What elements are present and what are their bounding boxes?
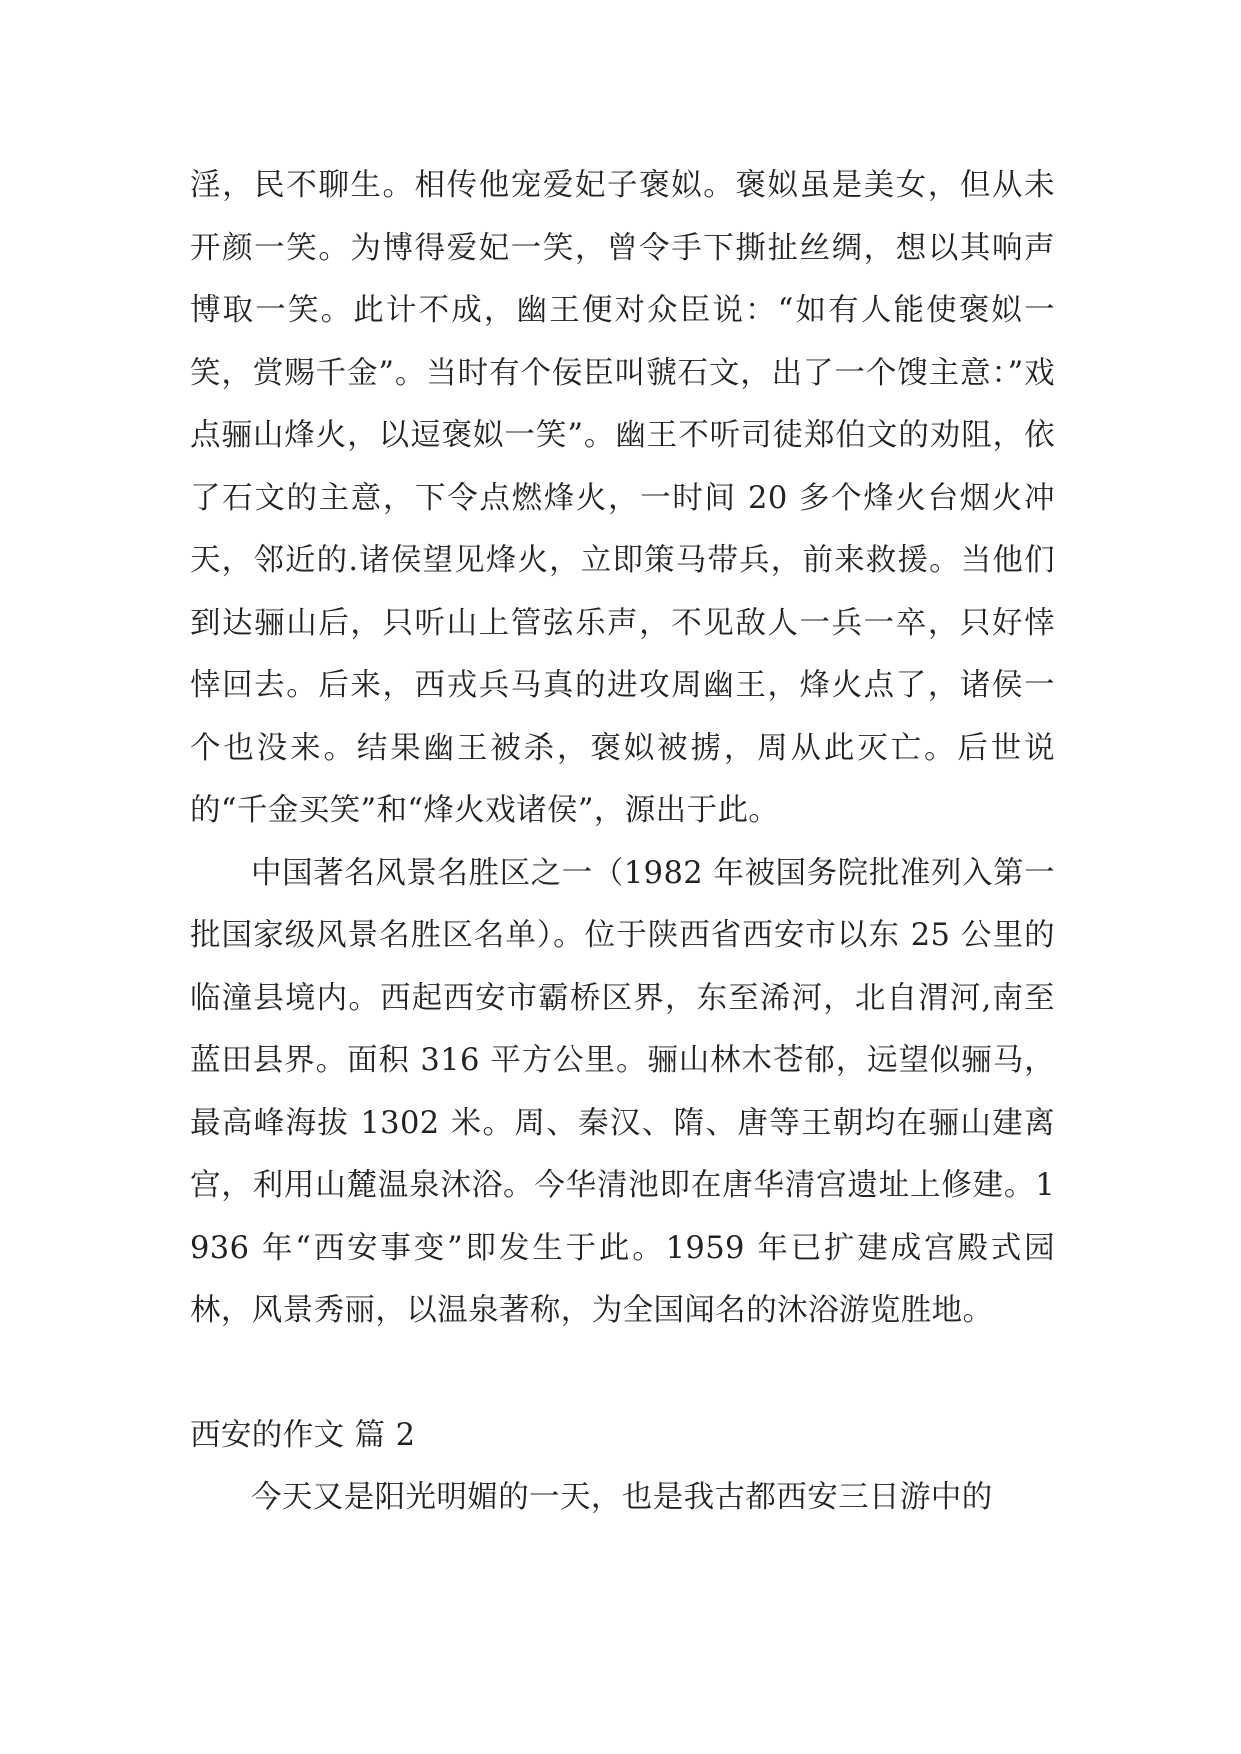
section-heading: 西安的作文 篇 2 bbox=[190, 1417, 416, 1453]
document-page bbox=[190, 155, 1055, 1530]
paragraph-story: 淫，民不聊生。相传他宠爱妃子褒姒。褒姒虽是美女，但从未开颜一笑。为博得爱妃一笑，曾令手下撕扯丝绸，想以其响声博取一笑。此计不成，幽王便对众臣说：“如有人能使褒姒一笑，赏赐千金”。当时有个佞臣叫虢石文，出了一个馊主意：”戏点骊山烽火，以逗褒姒一笑”。幽王不听司徒郑伯文的劝阻，依了石文的主意，下令点燃烽火，一时间 20 多个烽火台烟火冲天，邻近的.诸侯望见烽火，立即策马带兵，前来救援。当他们到达骊山后，只听山上管弦乐声，不见敌人一兵一卒，只好悻悻回去。后来，西戎兵马真的进攻周幽王，烽火点了，诸侯一个也没来。结果幽王被杀，褒姒被掳，周从此灭亡。后世说的“千金买笑”和“烽火戏诸侯”，源出于此。 bbox=[190, 168, 1055, 828]
paragraph-section-2: 今天又是阳光明媚的一天，也是我古都西安三日游中的 bbox=[251, 1480, 993, 1515]
paragraph-lishan-intro: 中国著名风景名胜区之一（1982 年被国务院批准列入第一批国家级风景名胜区名单）。位于陕西省西安市以东 25 公里的临潼县境内。西起西安市霸桥区界，东至浠河，北自渭河,南至蓝田县界。面积 316 平方公里。骊山林木苍郁，远望似骊马，最高峰海拔 1302 米。周、秦汉、隋、唐等王朝均在骊山建离宫，利用山麓温泉沐浴。今华清池即在唐华清宫遗址上修建。1936 年“西安事变”即发生于此。1959 年已扩建成宫殿式园林，风景秀丽，以温泉著称，为全国闻名的沐浴游览胜地。 bbox=[190, 855, 1055, 1328]
